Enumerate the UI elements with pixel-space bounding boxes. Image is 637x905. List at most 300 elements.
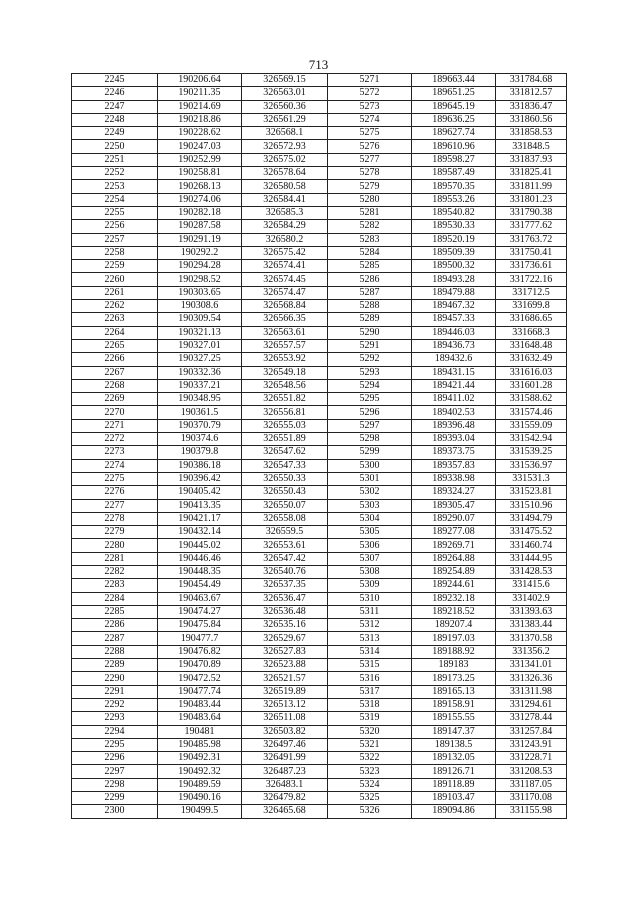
x-coordinate-left-cell: 190309.54 xyxy=(158,313,242,326)
x-coordinate-left-cell: 190477.74 xyxy=(158,685,242,698)
y-coordinate-left-cell: 326578.64 xyxy=(242,167,328,180)
point-number-left-cell: 2287 xyxy=(72,632,158,645)
y-coordinate-left-cell: 326553.61 xyxy=(242,539,328,552)
table-row xyxy=(72,326,567,339)
x-coordinate-right-cell: 189269.71 xyxy=(412,539,496,552)
y-coordinate-right-cell: 331837.93 xyxy=(496,153,567,166)
point-number-left-cell: 2259 xyxy=(72,260,158,273)
x-coordinate-left-cell: 190321.13 xyxy=(158,326,242,339)
point-number-left-cell: 2262 xyxy=(72,300,158,313)
point-number-left-cell: 2245 xyxy=(72,74,158,87)
x-coordinate-right-cell: 189436.73 xyxy=(412,339,496,352)
x-coordinate-right-cell: 189244.61 xyxy=(412,579,496,592)
x-coordinate-right-cell: 189132.05 xyxy=(412,752,496,765)
x-coordinate-right-cell: 189553.26 xyxy=(412,193,496,206)
table-row xyxy=(72,153,567,166)
point-number-left-cell: 2271 xyxy=(72,419,158,432)
x-coordinate-right-cell: 189165.13 xyxy=(412,685,496,698)
x-coordinate-right-cell: 189663.44 xyxy=(412,74,496,87)
x-coordinate-right-cell: 189158.91 xyxy=(412,698,496,711)
point-number-left-cell: 2294 xyxy=(72,725,158,738)
point-number-right-cell: 5302 xyxy=(328,486,412,499)
x-coordinate-right-cell: 189627.74 xyxy=(412,127,496,140)
point-number-right-cell: 5296 xyxy=(328,406,412,419)
point-number-left-cell: 2250 xyxy=(72,140,158,153)
y-coordinate-right-cell: 331539.25 xyxy=(496,446,567,459)
x-coordinate-left-cell: 190490.16 xyxy=(158,792,242,805)
y-coordinate-right-cell: 331648.48 xyxy=(496,339,567,352)
x-coordinate-left-cell: 190337.21 xyxy=(158,379,242,392)
y-coordinate-right-cell: 331278.44 xyxy=(496,712,567,725)
x-coordinate-left-cell: 190298.52 xyxy=(158,273,242,286)
point-number-right-cell: 5312 xyxy=(328,619,412,632)
x-coordinate-right-cell: 189598.27 xyxy=(412,153,496,166)
y-coordinate-right-cell: 331736.61 xyxy=(496,260,567,273)
table-row xyxy=(72,526,567,539)
x-coordinate-right-cell: 189147.37 xyxy=(412,725,496,738)
point-number-right-cell: 5300 xyxy=(328,459,412,472)
x-coordinate-left-cell: 190268.13 xyxy=(158,180,242,193)
point-number-left-cell: 2289 xyxy=(72,659,158,672)
point-number-right-cell: 5323 xyxy=(328,765,412,778)
x-coordinate-right-cell: 189467.32 xyxy=(412,300,496,313)
point-number-left-cell: 2269 xyxy=(72,393,158,406)
table-row xyxy=(72,220,567,233)
x-coordinate-right-cell: 189396.48 xyxy=(412,419,496,432)
y-coordinate-right-cell: 331370.58 xyxy=(496,632,567,645)
y-coordinate-left-cell: 326465.68 xyxy=(242,805,328,818)
point-number-left-cell: 2297 xyxy=(72,765,158,778)
point-number-right-cell: 5287 xyxy=(328,286,412,299)
y-coordinate-left-cell: 326497.46 xyxy=(242,738,328,751)
y-coordinate-right-cell: 331460.74 xyxy=(496,539,567,552)
point-number-right-cell: 5279 xyxy=(328,180,412,193)
table-row xyxy=(72,619,567,632)
y-coordinate-right-cell: 331825.41 xyxy=(496,167,567,180)
x-coordinate-left-cell: 190463.67 xyxy=(158,592,242,605)
point-number-right-cell: 5290 xyxy=(328,326,412,339)
table-row xyxy=(72,300,567,313)
x-coordinate-right-cell: 189254.89 xyxy=(412,565,496,578)
y-coordinate-right-cell: 331536.97 xyxy=(496,459,567,472)
y-coordinate-right-cell: 331170.08 xyxy=(496,792,567,805)
point-number-right-cell: 5293 xyxy=(328,366,412,379)
x-coordinate-left-cell: 190258.81 xyxy=(158,167,242,180)
x-coordinate-right-cell: 189173.25 xyxy=(412,672,496,685)
y-coordinate-left-cell: 326557.57 xyxy=(242,339,328,352)
y-coordinate-right-cell: 331187.05 xyxy=(496,778,567,791)
y-coordinate-left-cell: 326575.02 xyxy=(242,153,328,166)
table-row xyxy=(72,539,567,552)
y-coordinate-right-cell: 331542.94 xyxy=(496,433,567,446)
y-coordinate-right-cell: 331523.81 xyxy=(496,486,567,499)
y-coordinate-left-cell: 326559.5 xyxy=(242,526,328,539)
y-coordinate-left-cell: 326563.61 xyxy=(242,326,328,339)
y-coordinate-right-cell: 331812.57 xyxy=(496,87,567,100)
table-row xyxy=(72,605,567,618)
y-coordinate-left-cell: 326487.23 xyxy=(242,765,328,778)
x-coordinate-left-cell: 190470.89 xyxy=(158,659,242,672)
point-number-left-cell: 2300 xyxy=(72,805,158,818)
x-coordinate-right-cell: 189277.08 xyxy=(412,526,496,539)
x-coordinate-left-cell: 190308.6 xyxy=(158,300,242,313)
point-number-left-cell: 2267 xyxy=(72,366,158,379)
y-coordinate-right-cell: 331243.91 xyxy=(496,738,567,751)
table-row xyxy=(72,672,567,685)
table-row xyxy=(72,446,567,459)
y-coordinate-left-cell: 326574.47 xyxy=(242,286,328,299)
y-coordinate-left-cell: 326547.42 xyxy=(242,552,328,565)
y-coordinate-left-cell: 326536.47 xyxy=(242,592,328,605)
x-coordinate-right-cell: 189264.88 xyxy=(412,552,496,565)
point-number-right-cell: 5295 xyxy=(328,393,412,406)
y-coordinate-left-cell: 326535.16 xyxy=(242,619,328,632)
point-number-right-cell: 5322 xyxy=(328,752,412,765)
point-number-right-cell: 5291 xyxy=(328,339,412,352)
point-number-right-cell: 5304 xyxy=(328,512,412,525)
point-number-left-cell: 2276 xyxy=(72,486,158,499)
x-coordinate-right-cell: 189421.44 xyxy=(412,379,496,392)
x-coordinate-left-cell: 190421.17 xyxy=(158,512,242,525)
y-coordinate-right-cell: 331860.56 xyxy=(496,113,567,126)
point-number-left-cell: 2257 xyxy=(72,233,158,246)
x-coordinate-left-cell: 190252.99 xyxy=(158,153,242,166)
table-row xyxy=(72,393,567,406)
y-coordinate-right-cell: 331722.16 xyxy=(496,273,567,286)
x-coordinate-right-cell: 189324.27 xyxy=(412,486,496,499)
x-coordinate-left-cell: 190445.02 xyxy=(158,539,242,552)
point-number-left-cell: 2273 xyxy=(72,446,158,459)
point-number-right-cell: 5314 xyxy=(328,645,412,658)
y-coordinate-right-cell: 331494.79 xyxy=(496,512,567,525)
y-coordinate-left-cell: 326550.33 xyxy=(242,472,328,485)
y-coordinate-right-cell: 331784.68 xyxy=(496,74,567,87)
point-number-right-cell: 5316 xyxy=(328,672,412,685)
y-coordinate-left-cell: 326553.92 xyxy=(242,353,328,366)
point-number-right-cell: 5282 xyxy=(328,220,412,233)
x-coordinate-right-cell: 189188.92 xyxy=(412,645,496,658)
point-number-right-cell: 5289 xyxy=(328,313,412,326)
y-coordinate-left-cell: 326547.62 xyxy=(242,446,328,459)
table-row xyxy=(72,765,567,778)
y-coordinate-left-cell: 326568.1 xyxy=(242,127,328,140)
table-row xyxy=(72,792,567,805)
point-number-left-cell: 2291 xyxy=(72,685,158,698)
x-coordinate-right-cell: 189509.39 xyxy=(412,246,496,259)
point-number-left-cell: 2280 xyxy=(72,539,158,552)
x-coordinate-right-cell: 189411.02 xyxy=(412,393,496,406)
y-coordinate-right-cell: 331601.28 xyxy=(496,379,567,392)
table-row xyxy=(72,512,567,525)
point-number-right-cell: 5303 xyxy=(328,499,412,512)
x-coordinate-left-cell: 190492.32 xyxy=(158,765,242,778)
x-coordinate-right-cell: 189432.6 xyxy=(412,353,496,366)
point-number-left-cell: 2253 xyxy=(72,180,158,193)
table-row xyxy=(72,206,567,219)
table-row xyxy=(72,113,567,126)
y-coordinate-right-cell: 331750.41 xyxy=(496,246,567,259)
x-coordinate-right-cell: 189570.35 xyxy=(412,180,496,193)
x-coordinate-left-cell: 190348.95 xyxy=(158,393,242,406)
point-number-right-cell: 5318 xyxy=(328,698,412,711)
x-coordinate-left-cell: 190477.7 xyxy=(158,632,242,645)
table-row xyxy=(72,499,567,512)
table-row xyxy=(72,579,567,592)
y-coordinate-left-cell: 326558.08 xyxy=(242,512,328,525)
table-row xyxy=(72,260,567,273)
point-number-left-cell: 2272 xyxy=(72,433,158,446)
point-number-left-cell: 2249 xyxy=(72,127,158,140)
point-number-right-cell: 5277 xyxy=(328,153,412,166)
y-coordinate-right-cell: 331383.44 xyxy=(496,619,567,632)
point-number-left-cell: 2251 xyxy=(72,153,158,166)
x-coordinate-left-cell: 190206.64 xyxy=(158,74,242,87)
point-number-right-cell: 5273 xyxy=(328,100,412,113)
y-coordinate-right-cell: 331848.5 xyxy=(496,140,567,153)
point-number-right-cell: 5321 xyxy=(328,738,412,751)
point-number-left-cell: 2258 xyxy=(72,246,158,259)
point-number-left-cell: 2290 xyxy=(72,672,158,685)
table-row xyxy=(72,233,567,246)
x-coordinate-left-cell: 190292.2 xyxy=(158,246,242,259)
point-number-right-cell: 5285 xyxy=(328,260,412,273)
point-number-left-cell: 2266 xyxy=(72,353,158,366)
point-number-left-cell: 2264 xyxy=(72,326,158,339)
x-coordinate-left-cell: 190361.5 xyxy=(158,406,242,419)
y-coordinate-left-cell: 326519.89 xyxy=(242,685,328,698)
y-coordinate-right-cell: 331686.65 xyxy=(496,313,567,326)
y-coordinate-left-cell: 326548.56 xyxy=(242,379,328,392)
y-coordinate-right-cell: 331616.03 xyxy=(496,366,567,379)
x-coordinate-right-cell: 189520.19 xyxy=(412,233,496,246)
x-coordinate-right-cell: 189232.18 xyxy=(412,592,496,605)
point-number-left-cell: 2255 xyxy=(72,206,158,219)
x-coordinate-left-cell: 190481 xyxy=(158,725,242,738)
x-coordinate-left-cell: 190370.79 xyxy=(158,419,242,432)
point-number-right-cell: 5288 xyxy=(328,300,412,313)
y-coordinate-right-cell: 331632.49 xyxy=(496,353,567,366)
x-coordinate-left-cell: 190474.27 xyxy=(158,605,242,618)
y-coordinate-right-cell: 331531.3 xyxy=(496,472,567,485)
y-coordinate-left-cell: 326529.67 xyxy=(242,632,328,645)
point-number-left-cell: 2252 xyxy=(72,167,158,180)
table-row xyxy=(72,698,567,711)
x-coordinate-right-cell: 189373.75 xyxy=(412,446,496,459)
x-coordinate-left-cell: 190476.82 xyxy=(158,645,242,658)
y-coordinate-left-cell: 326561.29 xyxy=(242,113,328,126)
x-coordinate-left-cell: 190472.52 xyxy=(158,672,242,685)
x-coordinate-right-cell: 189540.82 xyxy=(412,206,496,219)
x-coordinate-left-cell: 190499.5 xyxy=(158,805,242,818)
point-number-left-cell: 2293 xyxy=(72,712,158,725)
y-coordinate-left-cell: 326574.45 xyxy=(242,273,328,286)
y-coordinate-left-cell: 326569.15 xyxy=(242,74,328,87)
table-row xyxy=(72,406,567,419)
point-number-right-cell: 5286 xyxy=(328,273,412,286)
table-row xyxy=(72,313,567,326)
coordinate-table xyxy=(71,73,567,819)
point-number-right-cell: 5311 xyxy=(328,605,412,618)
point-number-right-cell: 5284 xyxy=(328,246,412,259)
point-number-left-cell: 2281 xyxy=(72,552,158,565)
y-coordinate-right-cell: 331777.62 xyxy=(496,220,567,233)
point-number-left-cell: 2277 xyxy=(72,499,158,512)
y-coordinate-right-cell: 331836.47 xyxy=(496,100,567,113)
y-coordinate-left-cell: 326550.07 xyxy=(242,499,328,512)
point-number-right-cell: 5301 xyxy=(328,472,412,485)
table-row xyxy=(72,725,567,738)
point-number-left-cell: 2270 xyxy=(72,406,158,419)
table-row xyxy=(72,685,567,698)
y-coordinate-right-cell: 331668.3 xyxy=(496,326,567,339)
x-coordinate-left-cell: 190287.58 xyxy=(158,220,242,233)
y-coordinate-right-cell: 331712.5 xyxy=(496,286,567,299)
point-number-right-cell: 5283 xyxy=(328,233,412,246)
y-coordinate-right-cell: 331326.36 xyxy=(496,672,567,685)
y-coordinate-left-cell: 326536.48 xyxy=(242,605,328,618)
x-coordinate-right-cell: 189118.89 xyxy=(412,778,496,791)
x-coordinate-left-cell: 190327.01 xyxy=(158,339,242,352)
x-coordinate-left-cell: 190228.62 xyxy=(158,127,242,140)
y-coordinate-right-cell: 331428.53 xyxy=(496,565,567,578)
point-number-right-cell: 5319 xyxy=(328,712,412,725)
table-row xyxy=(72,366,567,379)
y-coordinate-left-cell: 326574.41 xyxy=(242,260,328,273)
x-coordinate-right-cell: 189338.98 xyxy=(412,472,496,485)
y-coordinate-left-cell: 326483.1 xyxy=(242,778,328,791)
x-coordinate-left-cell: 190327.25 xyxy=(158,353,242,366)
point-number-right-cell: 5292 xyxy=(328,353,412,366)
table-row xyxy=(72,180,567,193)
x-coordinate-right-cell: 189218.52 xyxy=(412,605,496,618)
x-coordinate-left-cell: 190396.42 xyxy=(158,472,242,485)
point-number-left-cell: 2268 xyxy=(72,379,158,392)
page-number: 713 xyxy=(308,57,329,72)
y-coordinate-left-cell: 326584.41 xyxy=(242,193,328,206)
table-row xyxy=(72,433,567,446)
point-number-left-cell: 2292 xyxy=(72,698,158,711)
x-coordinate-right-cell: 189587.49 xyxy=(412,167,496,180)
point-number-left-cell: 2246 xyxy=(72,87,158,100)
y-coordinate-right-cell: 331228.71 xyxy=(496,752,567,765)
table-row xyxy=(72,87,567,100)
table-row xyxy=(72,273,567,286)
x-coordinate-left-cell: 190218.86 xyxy=(158,113,242,126)
point-number-left-cell: 2298 xyxy=(72,778,158,791)
y-coordinate-right-cell: 331763.72 xyxy=(496,233,567,246)
y-coordinate-right-cell: 331356.2 xyxy=(496,645,567,658)
table-row xyxy=(72,752,567,765)
point-number-right-cell: 5326 xyxy=(328,805,412,818)
x-coordinate-left-cell: 190386.18 xyxy=(158,459,242,472)
y-coordinate-right-cell: 331294.61 xyxy=(496,698,567,711)
x-coordinate-right-cell: 189500.32 xyxy=(412,260,496,273)
point-number-left-cell: 2274 xyxy=(72,459,158,472)
point-number-left-cell: 2295 xyxy=(72,738,158,751)
table-row xyxy=(72,419,567,432)
table-row xyxy=(72,246,567,259)
y-coordinate-left-cell: 326550.43 xyxy=(242,486,328,499)
y-coordinate-right-cell: 331208.53 xyxy=(496,765,567,778)
y-coordinate-right-cell: 331588.62 xyxy=(496,393,567,406)
point-number-right-cell: 5325 xyxy=(328,792,412,805)
y-coordinate-right-cell: 331475.52 xyxy=(496,526,567,539)
x-coordinate-right-cell: 189402.53 xyxy=(412,406,496,419)
table-row xyxy=(72,353,567,366)
y-coordinate-left-cell: 326575.42 xyxy=(242,246,328,259)
point-number-right-cell: 5310 xyxy=(328,592,412,605)
y-coordinate-left-cell: 326479.82 xyxy=(242,792,328,805)
x-coordinate-right-cell: 189103.47 xyxy=(412,792,496,805)
x-coordinate-right-cell: 189651.25 xyxy=(412,87,496,100)
point-number-left-cell: 2283 xyxy=(72,579,158,592)
x-coordinate-right-cell: 189431.15 xyxy=(412,366,496,379)
table-row xyxy=(72,127,567,140)
y-coordinate-left-cell: 326563.01 xyxy=(242,87,328,100)
y-coordinate-right-cell: 331790.38 xyxy=(496,206,567,219)
table-row xyxy=(72,552,567,565)
point-number-right-cell: 5299 xyxy=(328,446,412,459)
point-number-right-cell: 5272 xyxy=(328,87,412,100)
x-coordinate-left-cell: 190483.64 xyxy=(158,712,242,725)
x-coordinate-left-cell: 190432.14 xyxy=(158,526,242,539)
y-coordinate-left-cell: 326572.93 xyxy=(242,140,328,153)
x-coordinate-left-cell: 190291.19 xyxy=(158,233,242,246)
table-row xyxy=(72,712,567,725)
y-coordinate-right-cell: 331574.46 xyxy=(496,406,567,419)
table-row xyxy=(72,778,567,791)
x-coordinate-left-cell: 190489.59 xyxy=(158,778,242,791)
y-coordinate-right-cell: 331402.9 xyxy=(496,592,567,605)
point-number-left-cell: 2299 xyxy=(72,792,158,805)
y-coordinate-left-cell: 326523.88 xyxy=(242,659,328,672)
point-number-left-cell: 2279 xyxy=(72,526,158,539)
x-coordinate-left-cell: 190485.98 xyxy=(158,738,242,751)
y-coordinate-left-cell: 326527.83 xyxy=(242,645,328,658)
y-coordinate-left-cell: 326513.12 xyxy=(242,698,328,711)
point-number-right-cell: 5271 xyxy=(328,74,412,87)
x-coordinate-left-cell: 190413.35 xyxy=(158,499,242,512)
x-coordinate-right-cell: 189645.19 xyxy=(412,100,496,113)
y-coordinate-left-cell: 326547.33 xyxy=(242,459,328,472)
x-coordinate-left-cell: 190294.28 xyxy=(158,260,242,273)
table-row xyxy=(72,379,567,392)
y-coordinate-left-cell: 326551.89 xyxy=(242,433,328,446)
point-number-right-cell: 5313 xyxy=(328,632,412,645)
point-number-left-cell: 2265 xyxy=(72,339,158,352)
point-number-right-cell: 5297 xyxy=(328,419,412,432)
y-coordinate-left-cell: 326521.57 xyxy=(242,672,328,685)
coordinate-table-body xyxy=(72,74,567,819)
point-number-left-cell: 2261 xyxy=(72,286,158,299)
point-number-left-cell: 2284 xyxy=(72,592,158,605)
y-coordinate-right-cell: 331393.63 xyxy=(496,605,567,618)
point-number-right-cell: 5274 xyxy=(328,113,412,126)
table-row xyxy=(72,286,567,299)
x-coordinate-right-cell: 189207.4 xyxy=(412,619,496,632)
x-coordinate-right-cell: 189094.86 xyxy=(412,805,496,818)
x-coordinate-left-cell: 190448.35 xyxy=(158,565,242,578)
y-coordinate-left-cell: 326556.81 xyxy=(242,406,328,419)
point-number-right-cell: 5317 xyxy=(328,685,412,698)
y-coordinate-left-cell: 326537.35 xyxy=(242,579,328,592)
point-number-left-cell: 2278 xyxy=(72,512,158,525)
table-row xyxy=(72,632,567,645)
y-coordinate-right-cell: 331311.98 xyxy=(496,685,567,698)
point-number-right-cell: 5308 xyxy=(328,565,412,578)
x-coordinate-left-cell: 190332.36 xyxy=(158,366,242,379)
x-coordinate-right-cell: 189183 xyxy=(412,659,496,672)
